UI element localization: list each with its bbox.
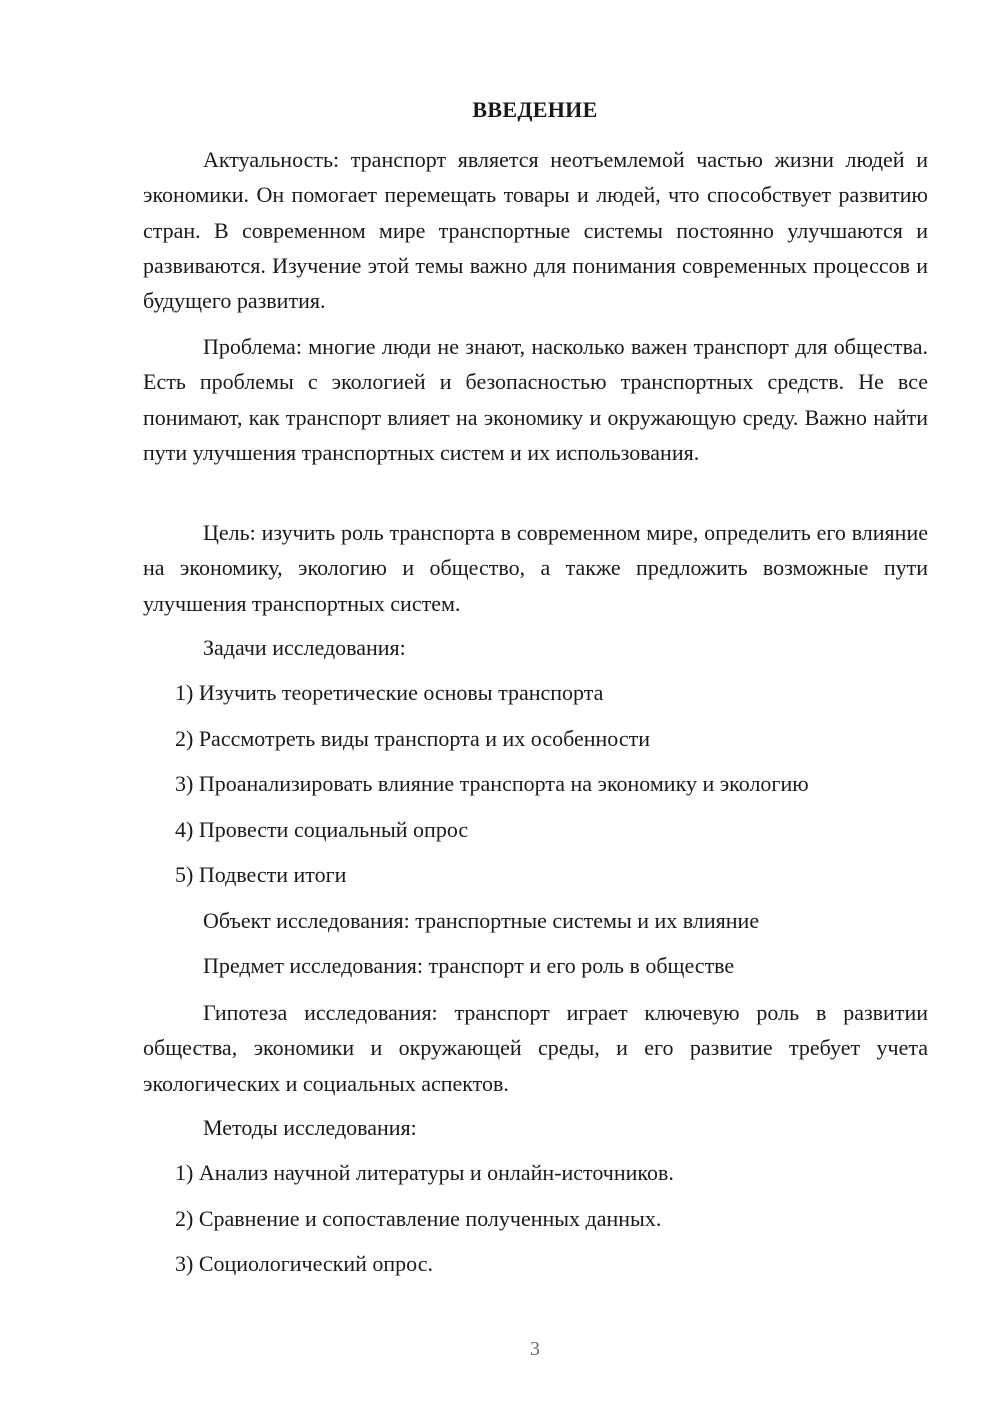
- page-title: ВВЕДЕНИЕ: [472, 97, 598, 122]
- problem-paragraph-block: [143, 329, 928, 470]
- relevance-paragraph: Актуальность: транспорт является неотъемлемой частью жизни людей и экономики. Он помогает перемещать товары и людей, что способствует развитию стран. В современном мире транспортные системы постоянно улучшаются и развиваются. Изучение этой темы важно для понимания современных процессов и будущего развития.: [143, 147, 928, 314]
- method-item: 2) Сравнение и сопоставление полученных данных.: [175, 1206, 662, 1231]
- task-item: 2) Рассмотреть виды транспорта и их особенности: [175, 726, 651, 751]
- problem-paragraph: Проблема: многие люди не знают, насколько важен транспорт для общества. Есть проблемы с экологией и безопасностью транспортных средств. Не все понимают, как транспорт влияет на экономику и окружающую среду. Важно найти пути улучшения транспортных систем и их использования.: [143, 334, 928, 465]
- relevance-paragraph-block: [143, 142, 928, 318]
- task-item: 3) Проанализировать влияние транспорта на экономику и экологию: [175, 771, 809, 796]
- research-subject: Предмет исследования: транспорт и его роль в обществе: [203, 953, 735, 978]
- research-object: Объект исследования: транспортные системы и их влияние: [203, 908, 760, 933]
- task-item: 5) Подвести итоги: [175, 862, 347, 887]
- goal-paragraph-block: [143, 515, 928, 621]
- task-item: 1) Изучить теоретические основы транспорта: [175, 680, 604, 705]
- methods-heading: Методы исследования:: [203, 1115, 417, 1140]
- method-item: 3) Социологический опрос.: [175, 1251, 433, 1276]
- hypothesis-paragraph-block: [143, 995, 928, 1101]
- tasks-heading: Задачи исследования:: [203, 635, 406, 660]
- task-item: 4) Провести социальный опрос: [175, 817, 469, 842]
- page-number: 3: [530, 1338, 540, 1360]
- hypothesis-paragraph: Гипотеза исследования: транспорт играет ключевую роль в развитии общества, экономики и окружающей среды, и его развитие требует учета экологических и социальных аспектов.: [143, 1000, 928, 1096]
- goal-paragraph: Цель: изучить роль транспорта в современном мире, определить его влияние на экономику, экологию и общество, а также предложить возможные пути улучшения транспортных систем.: [143, 520, 928, 616]
- method-item: 1) Анализ научной литературы и онлайн-источников.: [175, 1160, 674, 1185]
